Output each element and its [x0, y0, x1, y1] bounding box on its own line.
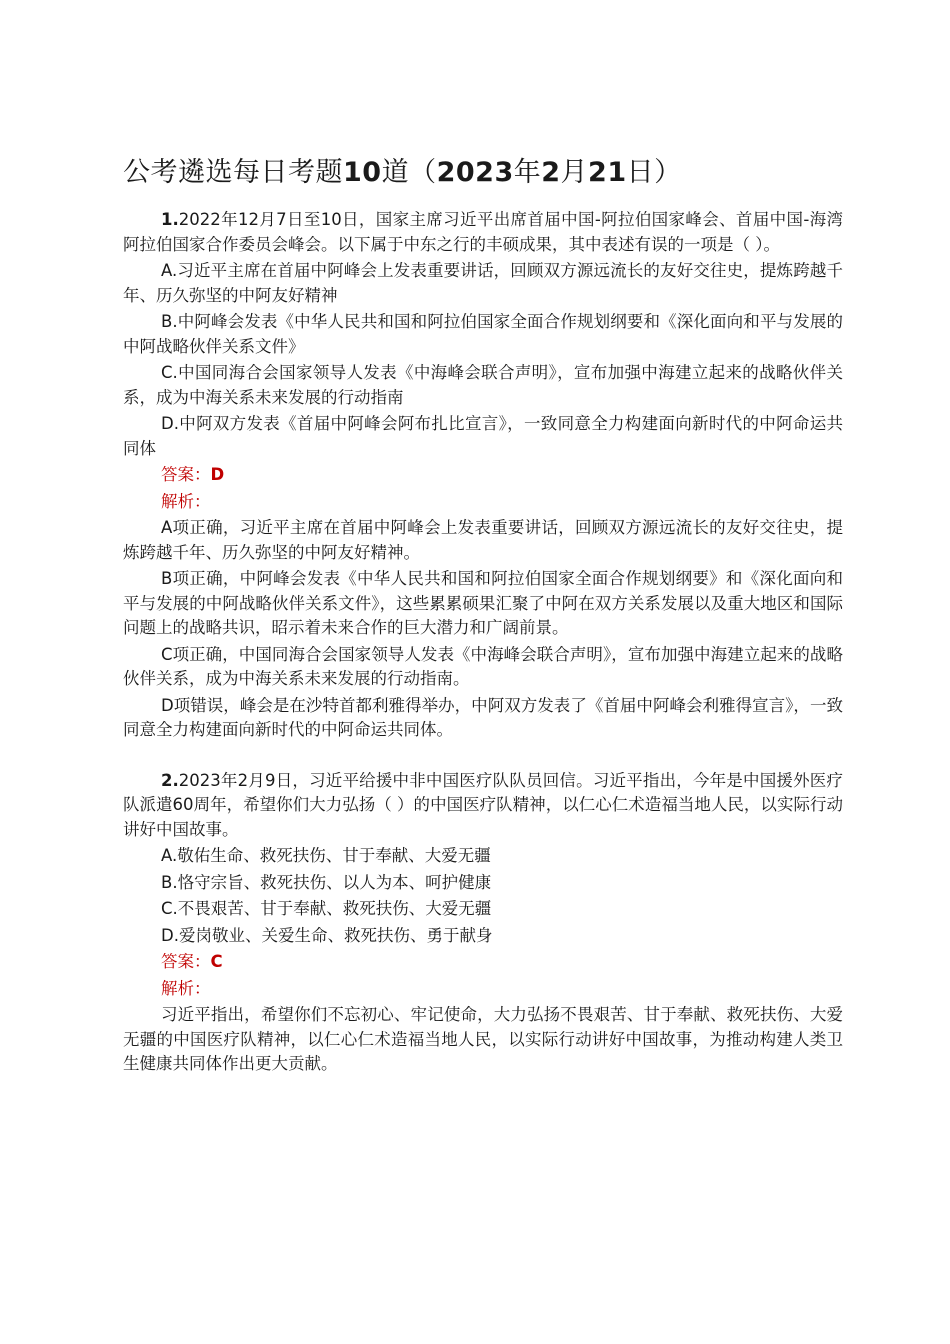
question-1-analysis-a: A项正确，习近平主席在首届中阿峰会上发表重要讲话，回顾双方源远流长的友好交往史，提炼跨越千年、历久弥坚的中阿友好精神。	[123, 518, 843, 562]
answer-label: 答案：	[161, 952, 211, 971]
question-2-option-b: B.恪守宗旨、救死扶伤、以人为本、呵护健康	[161, 872, 492, 892]
question-text: 2023年2月9日，习近平给援中非中国医疗队队员回信。习近平指出，今年是中国援外医疗队派遣60周年，希望你们大力弘扬（ ）的中国医疗队精神，以仁心仁术造福当地人民，以实际行动讲好中国故事。	[123, 770, 843, 839]
title-month: 2	[541, 157, 561, 188]
questions	[123, 208, 843, 1079]
question-2-stem	[123, 769, 843, 843]
question-2-option-c: C.不畏艰苦、甘于奉献、救死扶伤、大爱无疆	[161, 899, 492, 918]
question-1-analysis-c: C项正确，中国同海合会国家领导人发表《中海峰会联合声明》，宣布加强中海建立起来的战略伙伴关系，成为中海关系未来发展的行动指南。	[123, 644, 843, 688]
question-2-analysis-text: 习近平指出，希望你们不忘初心、牢记使命，大力弘扬不畏艰苦、甘于奉献、救死扶伤、大爱无疆的中国医疗队精神，以仁心仁术造福当地人民，以实际行动讲好中国故事，为推动构建人类卫生健康共同体作出更大贡献。	[123, 1005, 843, 1073]
answer-value: C	[210, 952, 223, 971]
question-number: 2.	[161, 770, 179, 790]
question-1-option-c: C.中国同海合会国家领导人发表《中海峰会联合声明》，宣布加强中海建立起来的战略伙伴关系，成为中海关系未来发展的行动指南	[123, 363, 843, 407]
page-title	[123, 153, 682, 193]
title-count: 10	[343, 157, 382, 188]
title-text: 道（	[381, 157, 437, 188]
question-2-option-a: A.敬佑生命、救死扶伤、甘于奉献、大爱无疆	[161, 846, 491, 865]
title-day: 21	[588, 157, 627, 188]
question-2-option-d: D.爱岗敬业、关爱生命、救死扶伤、勇于献身	[161, 925, 493, 945]
title-text: 年	[513, 157, 542, 188]
question-2-answer	[123, 950, 843, 975]
answer-value: D	[210, 465, 225, 484]
question-2-analysis-label: 解析：	[161, 978, 211, 998]
title-text: 公考遴选每日考题	[123, 157, 343, 188]
answer-label: 答案：	[161, 465, 211, 484]
question-1-answer	[123, 463, 843, 488]
question-number: 1.	[161, 210, 179, 229]
question-text: 2022年12月7日至10日，国家主席习近平出席首届中国-阿拉伯国家峰会、首届中国-海湾阿拉伯国家合作委员会峰会。以下属于中东之行的丰硕成果，其中表述有误的一项是（ ）。	[123, 210, 843, 254]
title-text: 月	[560, 157, 589, 188]
question-1-analysis-d: D项错误，峰会是在沙特首都利雅得举办，中阿双方发表了《首届中阿峰会利雅得宣言》，一致同意全力构建面向新时代的中阿命运共同体。	[123, 695, 843, 739]
question-1-analysis-label: 解析：	[161, 491, 211, 511]
title-year: 2023	[436, 157, 514, 188]
title-text: 日）	[626, 157, 682, 188]
question-1-option-a: A.习近平主席在首届中阿峰会上发表重要讲话，回顾双方源远流长的友好交往史，提炼跨越千年、历久弥坚的中阿友好精神	[123, 261, 843, 305]
question-1-option-d: D.中阿双方发表《首届中阿峰会阿布扎比宣言》，一致同意全力构建面向新时代的中阿命运共同体	[123, 414, 843, 458]
question-1-option-b: B.中阿峰会发表《中华人民共和国和阿拉伯国家全面合作规划纲要和《深化面向和平与发展的中阿战略伙伴关系文件》	[123, 312, 843, 356]
question-1-stem	[123, 208, 843, 257]
question-1-analysis-b: B项正确，中阿峰会发表《中华人民共和国和阿拉伯国家全面合作规划纲要》和《深化面向和平与发展的中阿战略伙伴关系文件》，这些累累硕果汇聚了中阿在双方关系发展以及重大地区和国际问题上的战略共识，昭示着未来合作的巨大潜力和广阔前景。	[123, 569, 843, 637]
